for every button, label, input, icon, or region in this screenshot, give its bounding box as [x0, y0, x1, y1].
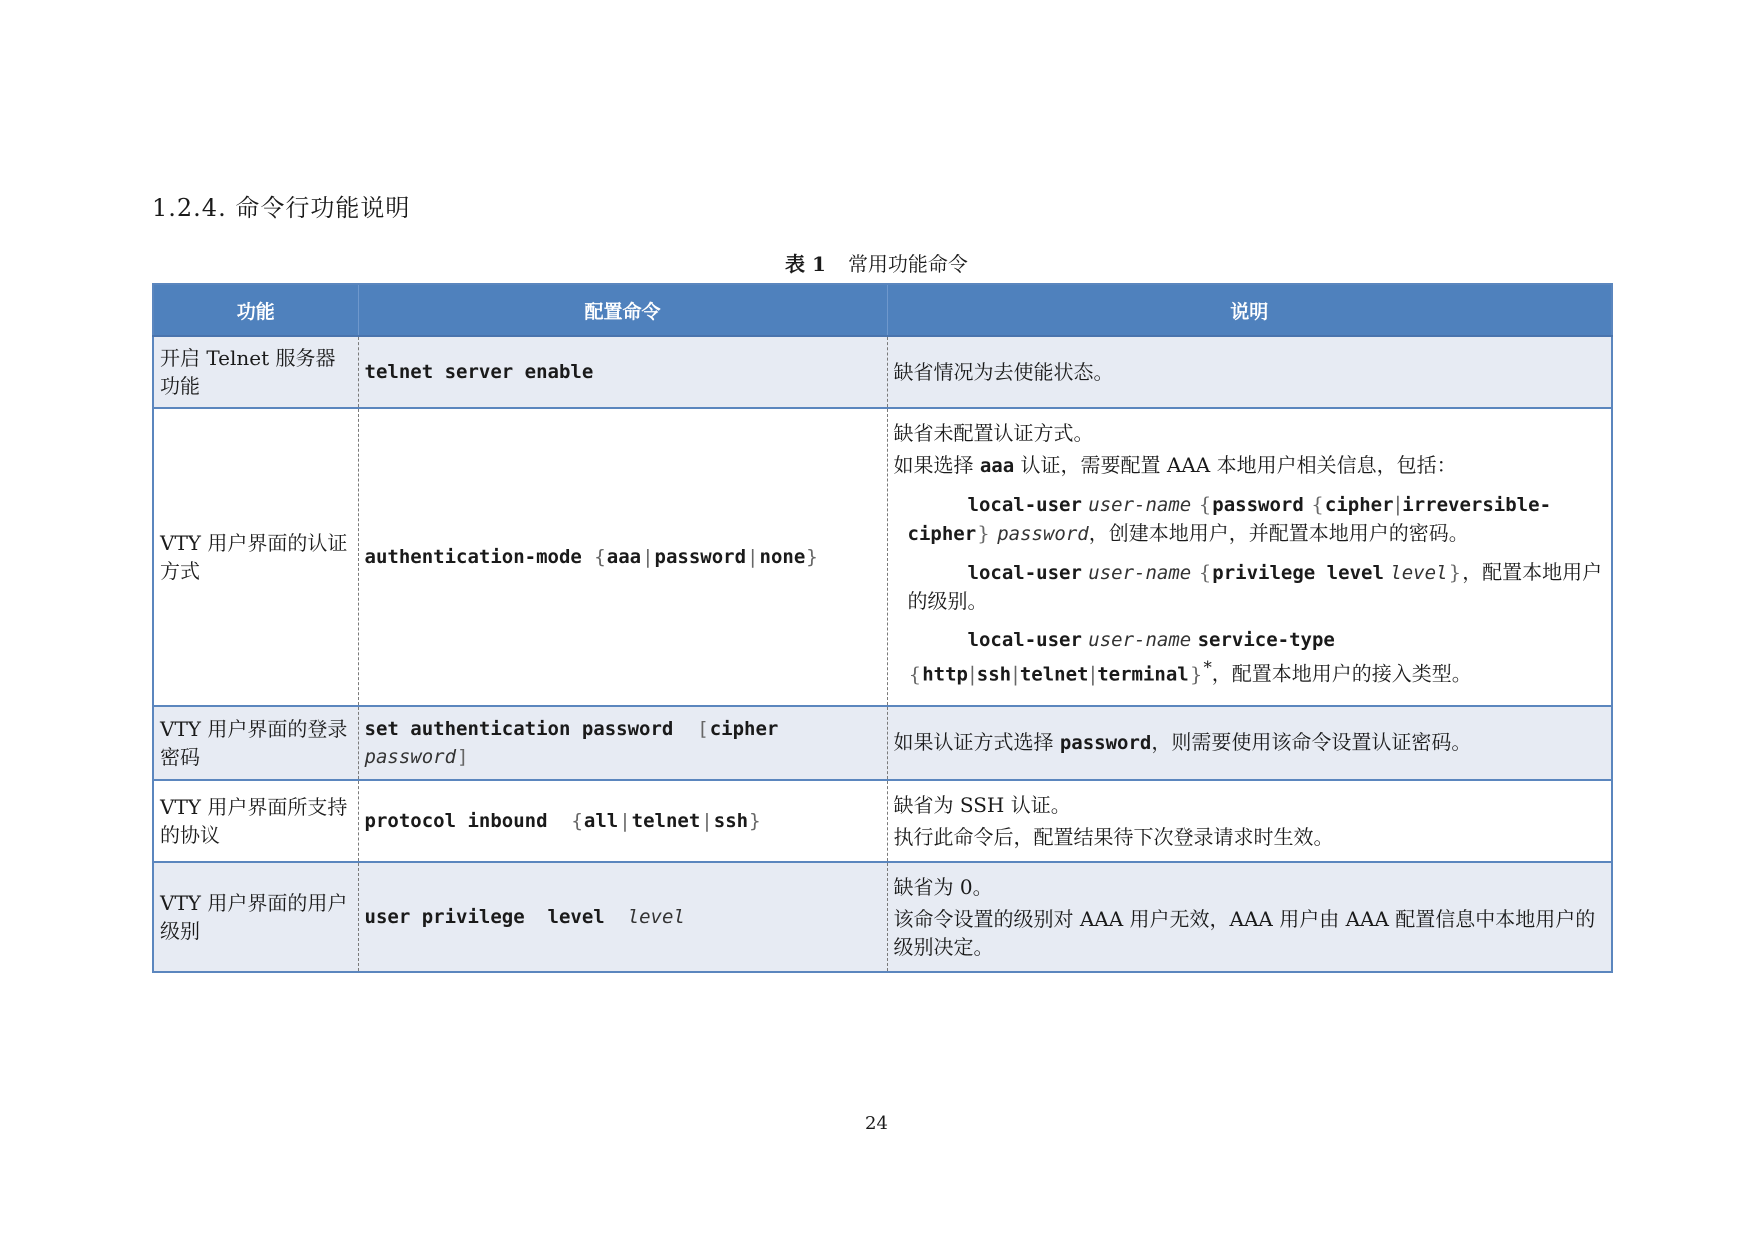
inline-keyword: password — [1059, 732, 1152, 755]
description-cell — [887, 862, 1612, 972]
command-argument: password — [364, 745, 457, 768]
command-cell — [358, 862, 887, 972]
option-keyword: level — [547, 905, 605, 928]
brace-close: } — [806, 545, 818, 568]
description-text: 缺省未配置认证方式。 — [893, 421, 1094, 445]
bracket-open: [ — [697, 717, 709, 740]
function-cell: VTY 用户界面的登录密码 — [153, 706, 358, 780]
option-keyword: cipher — [709, 717, 779, 740]
sub-command: local-user user-name {password {cipher|irreversible-cipher} password，创建本地用户，并配置本地用户的密码。 — [907, 492, 1552, 545]
description-text: 如果选择 aaa 认证，需要配置 AAA 本地用户相关信息，包括： — [893, 453, 1457, 477]
option-separator: | — [642, 545, 654, 568]
option-separator: | — [619, 809, 631, 832]
table-label: 表 1 — [785, 252, 826, 276]
function-cell: VTY 用户界面的用户级别 — [153, 862, 358, 972]
command-cell — [358, 408, 887, 706]
description-cell — [887, 336, 1612, 408]
description-cell — [887, 706, 1612, 780]
description-text: 缺省为 0。 — [893, 874, 993, 899]
sub-command: local-user user-name {privilege level level}，配置本地用户的级别。 — [907, 560, 1603, 613]
brace-close: } — [749, 809, 761, 832]
inline-keyword: aaa — [979, 455, 1015, 477]
command-cell — [358, 780, 887, 862]
function-cell: VTY 用户界面所支持的协议 — [153, 780, 358, 862]
header-function: 功能 — [153, 284, 358, 336]
sub-command: local-user user-name service-type {http|ssh|telnet|terminal}*，配置本地用户的接入类型。 — [908, 629, 1472, 686]
command-keyword: user privilege — [364, 905, 525, 928]
command-table — [152, 283, 1613, 973]
description-text: 缺省为 SSH 认证。 — [893, 792, 1071, 817]
description-cell — [887, 408, 1612, 706]
command-argument: level — [627, 905, 685, 928]
function-cell: VTY 用户界面的认证方式 — [153, 408, 358, 706]
page-number: 24 — [865, 1113, 888, 1134]
table-caption — [0, 248, 1753, 277]
bracket-close: ] — [457, 745, 469, 768]
description-cell — [887, 780, 1612, 862]
option-separator: | — [747, 545, 759, 568]
header-command: 配置命令 — [358, 284, 887, 336]
brace-open: { — [571, 809, 583, 832]
command-cell — [358, 706, 887, 780]
function-cell: 开启 Telnet 服务器功能 — [153, 336, 358, 408]
table-header-row — [153, 284, 1612, 336]
option-keyword: aaa — [606, 545, 642, 568]
option-keyword: all — [583, 809, 619, 832]
option-keyword: none — [759, 545, 806, 568]
option-keyword: ssh — [713, 809, 749, 832]
command-keyword: telnet server enable — [364, 361, 594, 383]
command-keyword: authentication-mode — [364, 545, 582, 568]
description-text: 缺省情况为去使能状态。 — [893, 360, 1114, 384]
brace-open: { — [594, 545, 606, 568]
option-keyword: telnet — [631, 809, 701, 832]
table-row — [153, 706, 1612, 780]
option-separator: | — [701, 809, 713, 832]
section-heading: 1.2.4. 命令行功能说明 — [152, 194, 411, 222]
description-text: 执行此命令后，配置结果待下次登录请求时生效。 — [893, 824, 1334, 849]
command-keyword: set authentication password — [364, 717, 674, 740]
table-title: 常用功能命令 — [847, 252, 968, 276]
option-keyword: password — [654, 545, 747, 568]
description-text: 如果认证方式选择 password，则需要使用该命令设置认证密码。 — [893, 730, 1472, 755]
header-description: 说明 — [887, 284, 1612, 336]
description-text: 该命令设置的级别对 AAA 用户无效，AAA 用户由 AAA 配置信息中本地用户的级别决定。 — [893, 906, 1596, 959]
table-row — [153, 780, 1612, 862]
command-keyword: protocol inbound — [364, 809, 548, 832]
table-row — [153, 862, 1612, 972]
table-row — [153, 336, 1612, 408]
command-cell — [358, 336, 887, 408]
table-row — [153, 408, 1612, 706]
